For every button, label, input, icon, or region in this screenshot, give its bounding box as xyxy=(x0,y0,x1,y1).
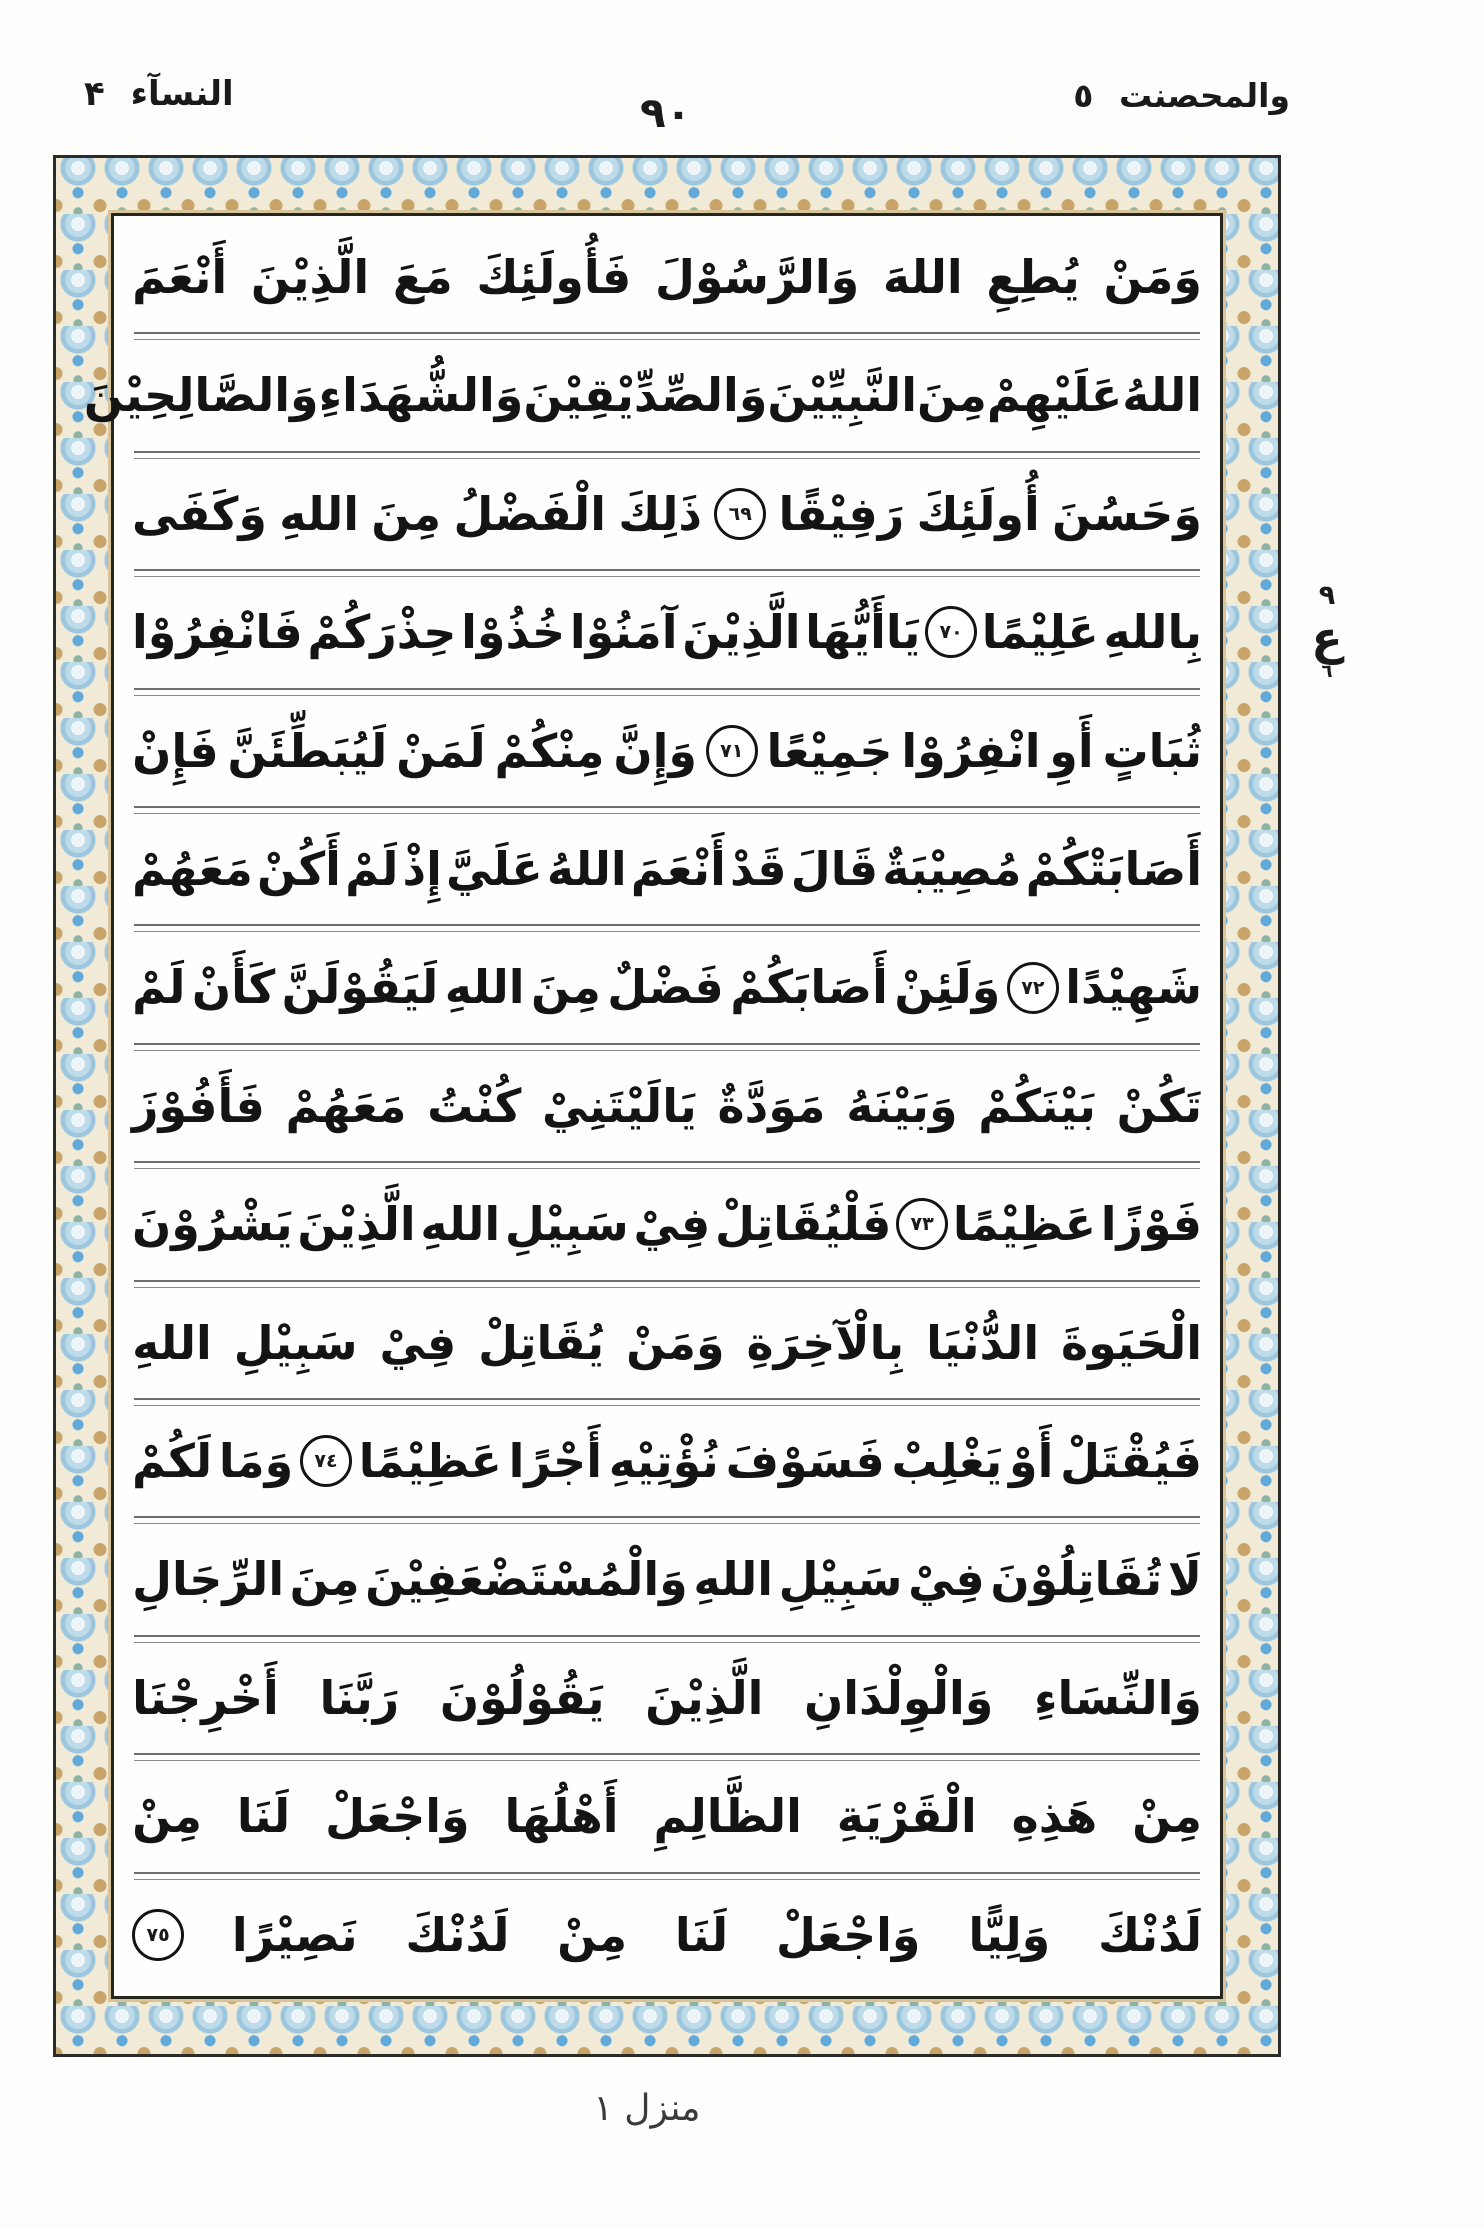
quran-word: وَاجْعَلْ xyxy=(775,1907,921,1962)
quran-word: وَمَنْ xyxy=(626,1315,725,1370)
quran-word: وَاجْعَلْ xyxy=(325,1789,470,1844)
quran-line xyxy=(126,459,1208,569)
quran-word: وَلَئِنْ xyxy=(894,960,1001,1015)
quran-word: وَكَفَى xyxy=(132,486,268,541)
quran-line xyxy=(126,1406,1208,1516)
quran-word: فَسَوْفَ xyxy=(725,1433,885,1488)
quran-word: أَوِ xyxy=(1049,723,1094,778)
line-separator xyxy=(134,924,1200,932)
quran-word: لَدُنْكَ xyxy=(1098,1907,1202,1962)
quran-word: فَانْفِرُوْا xyxy=(132,605,303,660)
quran-word: أَكُنْ xyxy=(257,841,341,896)
quran-word: انْفِرُوْا xyxy=(901,723,1041,778)
quran-word: الَّذِيْنَ xyxy=(250,249,370,304)
quran-word: وَالرَّسُوْلَ xyxy=(654,249,860,304)
quran-word: لَمَنْ xyxy=(396,723,486,778)
ruku-ain-symbol: ع xyxy=(1311,611,1343,665)
line-separator xyxy=(134,1398,1200,1406)
quran-word: وَالشُّهَدَاءِ xyxy=(318,368,524,423)
quran-word: اللهِ xyxy=(444,960,525,1015)
line-separator xyxy=(134,569,1200,577)
quran-word: أَخْرِجْنَا xyxy=(132,1670,279,1725)
quran-word: فِيْ xyxy=(908,1552,985,1607)
quran-word: اللهِ xyxy=(420,1197,501,1252)
quran-word: لَمْ xyxy=(345,841,399,896)
line-separator xyxy=(134,451,1200,459)
quran-word: يَغْلِبْ xyxy=(891,1433,1003,1488)
quran-word: فَضْلٌ xyxy=(607,960,724,1015)
quran-word: شَهِيْدًا xyxy=(1065,960,1202,1015)
quran-word: فَوْزًا xyxy=(1100,1197,1202,1252)
quran-word: سَبِيْلِ xyxy=(778,1552,903,1607)
ruku-number: ٩ xyxy=(1318,580,1336,611)
ayah-end-marker: ٦٩ xyxy=(714,488,766,540)
quran-word: وَالنِّسَاءِ xyxy=(1033,1670,1202,1725)
quran-word: لَنَا xyxy=(236,1789,291,1844)
quran-line xyxy=(126,577,1208,687)
quran-line xyxy=(126,222,1208,332)
quran-word: عَلِيْمًا xyxy=(981,605,1099,660)
quran-word: الَّذِيْنَ xyxy=(297,1197,416,1252)
quran-word: مِنَ xyxy=(289,1552,360,1607)
quran-word: أَصَابَتْكُمْ xyxy=(1025,841,1202,896)
quran-word: النَّبِيِّيْنَ xyxy=(767,368,917,423)
ruku-sub-number: ٦ xyxy=(1321,661,1333,682)
quran-line xyxy=(126,1643,1208,1753)
surah-title xyxy=(84,74,234,114)
quran-word: لَيُبَطِّئَنَّ xyxy=(227,723,388,778)
quran-word: الدُّنْيَا xyxy=(926,1315,1040,1370)
quran-word: عَظِيْمًا xyxy=(358,1433,502,1488)
quran-word: بَيْنَكُمْ xyxy=(978,1078,1096,1133)
quran-line xyxy=(126,1288,1208,1398)
juz-name: والمحصنت xyxy=(1118,76,1290,115)
quran-word: وَلِيًّا xyxy=(968,1907,1051,1962)
quran-word: يُقَاتِلْ xyxy=(478,1315,605,1370)
line-separator xyxy=(134,1872,1200,1880)
quran-word: فَإِنْ xyxy=(132,723,219,778)
quran-word: اللهُ xyxy=(1122,368,1202,423)
quran-word: أَجْرًا xyxy=(508,1433,602,1488)
line-separator xyxy=(134,1516,1200,1524)
quran-word: بِالْآخِرَةِ xyxy=(746,1315,905,1370)
quran-word: كَأَنْ xyxy=(191,960,276,1015)
quran-word: اللهُ xyxy=(546,841,627,896)
quran-line xyxy=(126,1051,1208,1161)
surah-name: النسآء xyxy=(130,74,234,114)
quran-word: وَالْوِلْدَانِ xyxy=(804,1670,994,1725)
quran-word: اللهِ xyxy=(279,486,360,541)
quran-word: مَعَ xyxy=(392,249,453,304)
quran-word: لَكُمْ xyxy=(132,1433,213,1488)
quran-word: مِنَ xyxy=(371,486,442,541)
quran-word: مِنْكُمْ xyxy=(494,723,605,778)
quran-word: وَبَيْنَهُ xyxy=(846,1078,958,1133)
quran-line xyxy=(126,814,1208,924)
quran-word: تُقَاتِلُوْنَ xyxy=(990,1552,1163,1607)
ayah-end-marker: ٧٢ xyxy=(1007,962,1059,1014)
quran-word: جَمِيْعًا xyxy=(766,723,893,778)
line-separator xyxy=(134,1280,1200,1288)
quran-line xyxy=(126,932,1208,1042)
quran-word: هَذِهِ xyxy=(1011,1789,1098,1844)
quran-word: قَدْ xyxy=(729,841,787,896)
quran-word: مُصِيْبَةٌ xyxy=(882,841,1022,896)
quran-word: قَالَ xyxy=(790,841,879,896)
quran-word: فَيُقْتَلْ xyxy=(1060,1433,1202,1488)
ayah-end-marker: ٧١ xyxy=(706,725,758,777)
quran-word: حِذْرَكُمْ xyxy=(307,605,457,660)
quran-word: خُذُوْا xyxy=(461,605,566,660)
surah-number: ۴ xyxy=(84,74,105,114)
line-separator xyxy=(134,1753,1200,1761)
quran-word: آمَنُوْا xyxy=(569,605,678,660)
quran-word: الظَّالِمِ xyxy=(653,1789,802,1844)
quran-word: الَّذِيْنَ xyxy=(682,605,801,660)
quran-word: سَبِيْلِ xyxy=(504,1197,629,1252)
quran-word: لَيَقُوْلَنَّ xyxy=(281,960,439,1015)
ayah-end-marker: ٧٤ xyxy=(300,1435,352,1487)
quran-word: فَأَفُوْزَ xyxy=(132,1078,265,1133)
quran-word: لَا xyxy=(1167,1552,1202,1607)
ayah-end-marker: ٧٣ xyxy=(896,1198,948,1250)
quran-word: نُؤْتِيْهِ xyxy=(608,1433,719,1488)
quran-word: وَالصِّدِّيْقِيْنَ xyxy=(523,368,768,423)
quran-word: كُنْتُ xyxy=(427,1078,522,1133)
quran-word: وَمَا xyxy=(218,1433,294,1488)
quran-word: فَلْيُقَاتِلْ xyxy=(714,1197,892,1252)
quran-word: مِنَ xyxy=(916,368,987,423)
ayah-end-marker: ٧٥ xyxy=(132,1909,184,1961)
quran-word: فِيْ xyxy=(633,1197,711,1252)
quran-word: أَصَابَكُمْ xyxy=(730,960,888,1015)
line-separator xyxy=(134,1043,1200,1051)
quran-word: مَعَهُمْ xyxy=(132,841,253,896)
quran-word: نَصِيْرًا xyxy=(231,1907,358,1962)
quran-word: مَوَدَّةٌ xyxy=(717,1078,826,1133)
line-separator xyxy=(134,806,1200,814)
quran-word: أَوْ xyxy=(1009,1433,1054,1488)
line-separator xyxy=(134,688,1200,696)
quran-word: وَالْمُسْتَضْعَفِيْنَ xyxy=(365,1552,688,1607)
quran-word: عَلَيْهِمْ xyxy=(986,368,1123,423)
text-area xyxy=(83,213,1223,1999)
quran-line xyxy=(126,1880,1208,1990)
quran-word: يَقُوْلُوْنَ xyxy=(439,1670,605,1725)
juz-title xyxy=(1073,76,1290,115)
quran-word: فِيْ xyxy=(379,1315,457,1370)
quran-word: أَنْعَمَ xyxy=(132,249,228,304)
quran-word: رَبَّنَا xyxy=(319,1670,400,1725)
line-separator xyxy=(134,332,1200,340)
quran-word: أُولَئِكَ xyxy=(916,486,1040,541)
page-footer xyxy=(0,2088,1484,2129)
quran-word: تَكُنْ xyxy=(1116,1078,1202,1133)
quran-word: ثُبَاتٍ xyxy=(1102,723,1202,778)
quran-line xyxy=(83,340,1208,450)
quran-word: لَنَا xyxy=(674,1907,729,1962)
quran-word: الْقَرْيَةِ xyxy=(836,1789,977,1844)
quran-line xyxy=(126,1169,1208,1279)
quran-word: وَحَسُنَ xyxy=(1052,486,1202,541)
quran-word: الرِّجَالِ xyxy=(132,1552,285,1607)
quran-word: مِنْ xyxy=(132,1789,202,1844)
ruku-marker xyxy=(1298,582,1356,681)
quran-word: مِنْ xyxy=(1132,1789,1202,1844)
quran-word: وَإِنَّ xyxy=(613,723,697,778)
quran-word: يَالَيْتَنِيْ xyxy=(542,1078,697,1133)
quran-word: الْفَضْلُ xyxy=(453,486,606,541)
quran-word: فَأُولَئِكَ xyxy=(476,249,632,304)
quran-line xyxy=(126,1761,1208,1871)
quran-word: عَظِيْمًا xyxy=(952,1197,1097,1252)
quran-word: اللهَ xyxy=(882,249,963,304)
quran-word: الْحَيَوةَ xyxy=(1061,1315,1202,1370)
quran-word: مِنْ xyxy=(557,1907,628,1962)
quran-line xyxy=(126,696,1208,806)
running-header xyxy=(0,58,1484,138)
line-separator xyxy=(134,1161,1200,1169)
quran-word: وَالصَّالِحِيْنَ xyxy=(83,368,319,423)
manzil-label: منزل ١ xyxy=(593,2088,701,2129)
quran-word: يَشْرُوْنَ xyxy=(132,1197,293,1252)
quran-word: أَنْعَمَ xyxy=(630,841,726,896)
quran-word: مَعَهُمْ xyxy=(285,1078,407,1133)
quran-word: اللهِ xyxy=(693,1552,774,1607)
decorative-border-frame xyxy=(53,155,1281,2057)
quran-word: أَهْلُهَا xyxy=(504,1789,619,1844)
page-number: ٩٠ xyxy=(640,88,692,137)
line-separator xyxy=(134,1635,1200,1643)
quran-word: سَبِيْلِ xyxy=(233,1315,358,1370)
quran-word: رَفِيْقًا xyxy=(778,486,905,541)
quran-word: يَاأَيُّهَا xyxy=(805,605,921,660)
quran-word: إِذْ xyxy=(402,841,442,896)
quran-word: وَمَنْ xyxy=(1103,249,1202,304)
quran-line xyxy=(126,1524,1208,1634)
quran-word: لَمْ xyxy=(132,960,186,1015)
juz-number: ٥ xyxy=(1073,76,1094,115)
ayah-end-marker: ٧٠ xyxy=(925,606,977,658)
quran-word: عَلَيَّ xyxy=(446,841,543,896)
quran-word: بِاللهِ xyxy=(1103,605,1202,660)
quran-word: ذَلِكَ xyxy=(618,486,702,541)
quran-word: يُطِعِ xyxy=(986,249,1080,304)
quran-word: اللهِ xyxy=(132,1315,212,1370)
quran-word: لَدُنْكَ xyxy=(405,1907,510,1962)
quran-word: الَّذِيْنَ xyxy=(645,1670,764,1725)
quran-word: مِنَ xyxy=(530,960,601,1015)
